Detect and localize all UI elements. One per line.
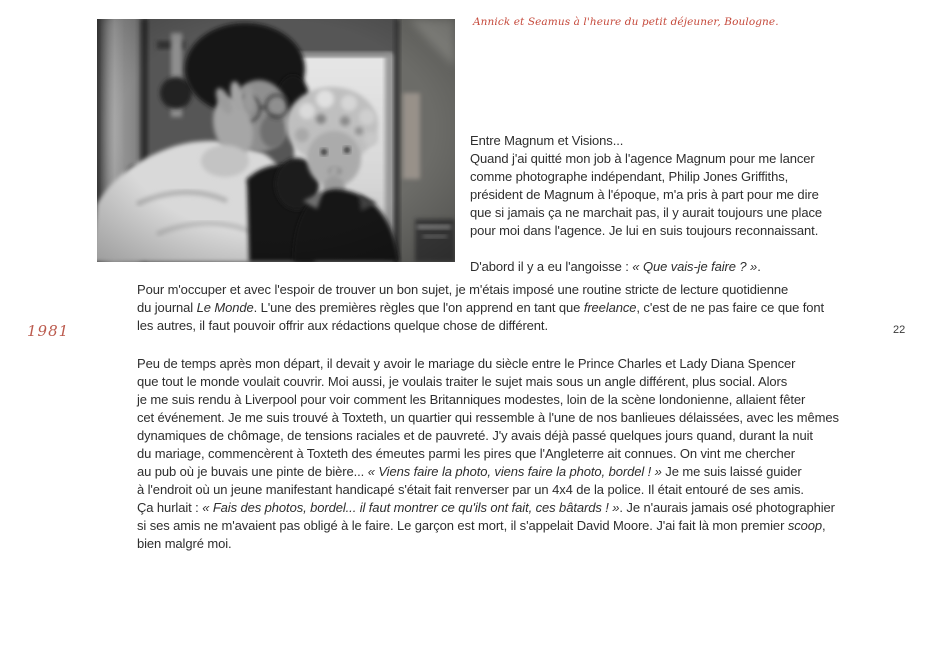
text-segment: bien malgré moi. [137,536,232,551]
text-segment: si ses amis ne m'avaient pas obligé à le faire. Le garçon est mort, il s'appelait David Moore. J'ai fait là mon premier [137,518,788,533]
text-segment: je me suis rendu à Liverpool pour voir comment les Britanniques modestes, loin de la scène londonienne, allaient fêter [137,392,806,407]
routine-paragraph [137,281,824,335]
text-segment: président de Magnum à l'époque, m'a pris à part pour me dire [470,187,819,202]
text-segment: Peu de temps après mon départ, il devait y avoir le mariage du siècle entre le Prince Charles et Lady Diana Spencer [137,356,796,371]
annick-seamus-photo [97,19,455,262]
photo-illustration [97,19,455,262]
text-segment: Pour m'occuper et avec l'espoir de trouver un bon sujet, je m'étais imposé une routine stricte de lecture quotidienne [137,282,789,297]
text-segment: D'abord il y a eu l'angoisse : [470,259,633,274]
text-segment: comme photographe indépendant, Philip Jones Griffiths, [470,169,789,184]
text-segment: « Que vais-je faire ? » [632,259,758,274]
text-segment: dynamiques de chômage, de tensions raciales et de pauvreté. J'y avais déjà passé quelques jours quand, durant la nuit [137,428,813,443]
text-segment: Le Monde [196,300,254,315]
text-segment: les autres, il faut pouvoir offrir aux rédactions quelque chose de différent. [137,318,548,333]
page-number: 22 [893,324,906,336]
text-segment: « Fais des photos, bordel... il faut montrer ce qu'ils ont fait, ces bâtards ! » [202,500,620,515]
text-segment: cet événement. Je me suis trouvé à Toxteth, un quartier qui ressemble à l'une de nos banlieues délaissées, avec les mêmes [137,410,839,425]
text-segment: du journal [137,300,197,315]
text-segment: , [822,518,826,533]
text-segment: . Je n'aurais jamais osé photographier [619,500,835,515]
intro-paragraph [470,132,822,276]
text-segment: que tout le monde voulait couvrir. Moi aussi, je voulais traiter le sujet mais sous un angle différent, plus social. Alors [137,374,788,389]
text-segment: . L'une des premières règles que l'on apprend en tant que [253,300,584,315]
text-segment: scoop [787,518,823,533]
toxteth-paragraph [137,355,839,553]
photo-caption: Annick et Seamus à l'heure du petit déjeuner, Boulogne. [473,16,779,28]
text-segment: Ça hurlait : [137,500,203,515]
text-segment: freelance [583,300,637,315]
text-segment: Je me suis laissé guider [661,464,802,479]
text-segment: . [757,259,761,274]
text-segment: au pub où je buvais une pinte de bière... [137,464,368,479]
text-segment: Entre Magnum et Visions... [470,133,624,148]
year-label: 1981 [27,322,70,340]
text-segment: Quand j'ai quitté mon job à l'agence Magnum pour me lancer [470,151,815,166]
text-segment: pour moi dans l'agence. Je lui en suis toujours reconnaissant. [470,223,819,238]
text-segment: à l'endroit où un jeune manifestant handicapé s'était fait renverser par un 4x4 de la police. Il était entouré de ses amis. [137,482,804,497]
text-segment: « Viens faire la photo, viens faire la photo, bordel ! » [367,464,662,479]
text-segment: que si jamais ça ne marchait pas, il y aurait toujours une place [470,205,823,220]
text-segment: du mariage, commencèrent à Toxteth des émeutes parmi les pires que l'Angleterre ait connues. On vint me chercher [137,446,795,461]
text-segment: , c'est de ne pas faire ce que font [636,300,825,315]
